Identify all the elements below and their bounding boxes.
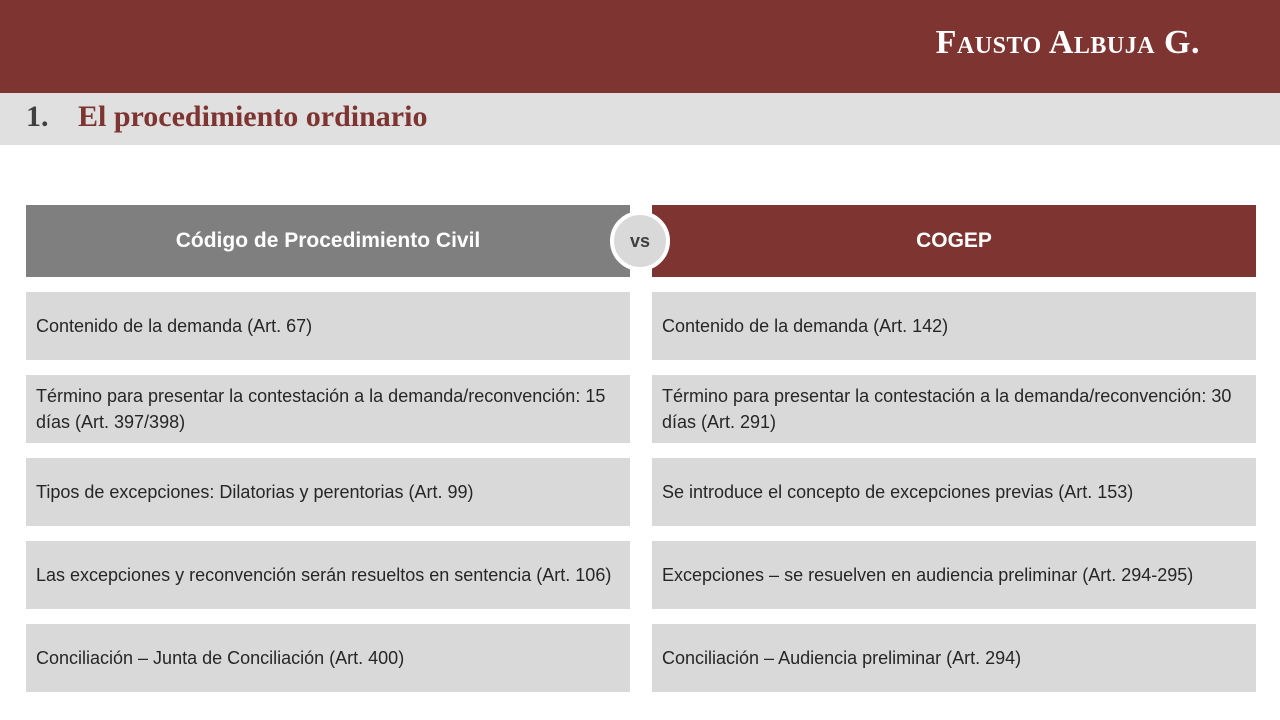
vs-badge [610,211,670,271]
right-item-text: Se introduce el concepto de excepciones previas (Art. 153) [662,482,1134,502]
left-item-text: Término para presentar la contestación a la demanda/reconvención: 15 días (Art. 397/398) [36,386,606,432]
vs-label: vs [629,230,651,251]
left-item [26,458,630,526]
page-title: El procedimiento ordinario [78,100,428,133]
left-item [26,541,630,609]
right-item-text: Conciliación – Audiencia preliminar (Art. 294) [662,648,1022,668]
right-item-text: Contenido de la demanda (Art. 142) [662,316,949,336]
right-item [652,541,1256,609]
left-item [26,624,630,692]
right-item [652,624,1256,692]
left-item-text: Tipos de excepciones: Dilatorias y perentorias (Art. 99) [36,482,474,502]
right-item-text: Excepciones – se resuelven en audiencia preliminar (Art. 294-295) [662,565,1194,585]
author-name: Fausto Albuja G. [935,24,1200,61]
left-item-text: Conciliación – Junta de Conciliación (Art. 400) [36,648,405,668]
left-item-text: Contenido de la demanda (Art. 67) [36,316,313,336]
left-column-header-label: Código de Procedimiento Civil [175,229,481,252]
right-item [652,292,1256,360]
left-item-text: Las excepciones y reconvención serán resueltos en sentencia (Art. 106) [36,565,612,585]
right-column-header [652,205,1256,277]
left-column-header [26,205,630,277]
right-item-text: Término para presentar la contestación a la demanda/reconvención: 30 días (Art. 291) [662,386,1232,432]
right-column-header-label: COGEP [916,229,992,252]
left-item [26,375,630,443]
left-item [26,292,630,360]
title-number: 1. [26,100,49,133]
right-item [652,375,1256,443]
right-item [652,458,1256,526]
